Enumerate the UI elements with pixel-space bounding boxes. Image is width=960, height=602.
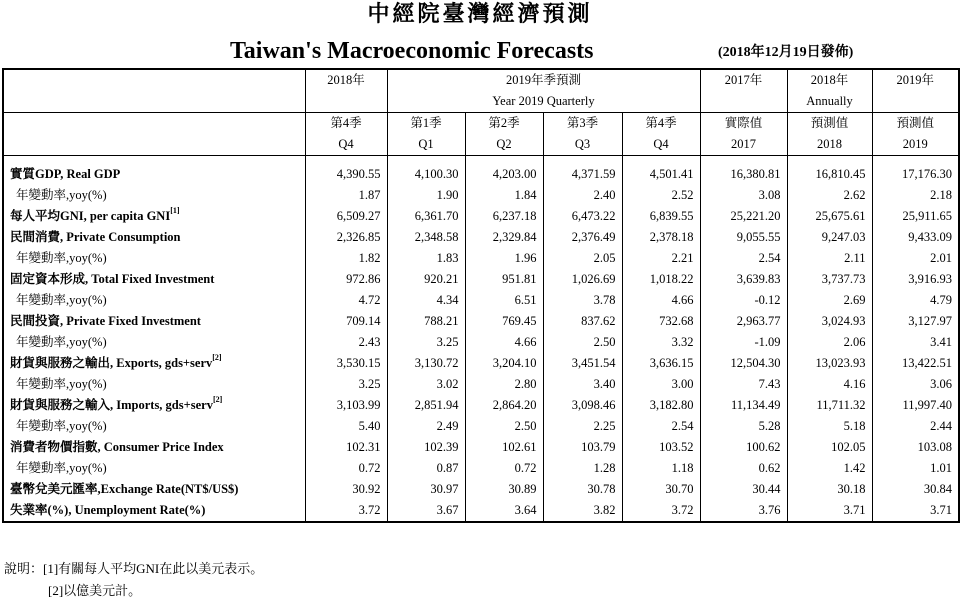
table-cell: 3.72 [305, 500, 387, 522]
table-cell: 769.45 [465, 311, 543, 332]
table-row [3, 164, 959, 185]
table-cell: 3,098.46 [543, 395, 622, 416]
table-cell: 16,810.45 [787, 164, 872, 185]
row-label: 年變動率,yoy(%) [16, 461, 107, 475]
table-cell: 3,639.83 [700, 269, 787, 290]
table-cell: 25,675.61 [787, 206, 872, 227]
table-cell: 4,100.30 [387, 164, 465, 185]
table-cell: 2,851.94 [387, 395, 465, 416]
table-cell: 1.28 [543, 458, 622, 479]
table-cell: 2.69 [787, 290, 872, 311]
table-cell: 5.18 [787, 416, 872, 437]
table-cell: 2.54 [700, 248, 787, 269]
table-cell: 732.68 [622, 311, 700, 332]
table-cell: 13,422.51 [872, 353, 959, 374]
header-row-columns-zh [3, 113, 959, 135]
col-header-en: Q2 [465, 134, 543, 156]
table-row [3, 479, 959, 500]
col-header-zh: 第3季 [543, 113, 622, 135]
row-label: 每人平均GNI, per capita GNI[1] [10, 206, 180, 223]
header-group-2019-quarterly-en: Year 2019 Quarterly [387, 91, 700, 113]
table-cell: 2.40 [543, 185, 622, 206]
table-row [3, 437, 959, 458]
col-header-en: 2017 [700, 134, 787, 156]
table-cell: 25,911.65 [872, 206, 959, 227]
table-cell: 3.25 [387, 332, 465, 353]
table-cell: 4.66 [465, 332, 543, 353]
row-label: 民間消費, Private Consumption [10, 230, 181, 244]
table-cell: 7.43 [700, 374, 787, 395]
table-cell: 3.32 [622, 332, 700, 353]
table-cell: 2.62 [787, 185, 872, 206]
table-cell: 102.39 [387, 437, 465, 458]
table-cell: 3.41 [872, 332, 959, 353]
table-cell: 1.90 [387, 185, 465, 206]
table-cell: 30.89 [465, 479, 543, 500]
table-cell: 2.25 [543, 416, 622, 437]
table-cell: 2,864.20 [465, 395, 543, 416]
table-cell: 4,501.41 [622, 164, 700, 185]
table-cell: 3.71 [787, 500, 872, 522]
row-label: 財貨與服務之輸入, Imports, gds+serv[2] [10, 395, 223, 412]
table-cell: 2.80 [465, 374, 543, 395]
table-cell: 0.62 [700, 458, 787, 479]
table-cell: 4,371.59 [543, 164, 622, 185]
table-body [3, 164, 959, 522]
table-cell: 788.21 [387, 311, 465, 332]
row-label: 年變動率,yoy(%) [16, 293, 107, 307]
table-cell: 3,636.15 [622, 353, 700, 374]
col-header-en: Q1 [387, 134, 465, 156]
table-cell: 2.49 [387, 416, 465, 437]
table-cell: 4.16 [787, 374, 872, 395]
table-cell: 6,839.55 [622, 206, 700, 227]
table-cell: 30.44 [700, 479, 787, 500]
table-cell: 100.62 [700, 437, 787, 458]
table-cell: 4.79 [872, 290, 959, 311]
table-cell: 11,997.40 [872, 395, 959, 416]
table-cell: 2.06 [787, 332, 872, 353]
table-cell: -1.09 [700, 332, 787, 353]
footnotes [4, 558, 263, 602]
table-cell: 1.87 [305, 185, 387, 206]
table-cell: 3.76 [700, 500, 787, 522]
table-cell: 3.00 [622, 374, 700, 395]
table-cell: 4.66 [622, 290, 700, 311]
table-cell: 16,380.81 [700, 164, 787, 185]
header-row-groups-en [3, 91, 959, 113]
table-cell: 3,182.80 [622, 395, 700, 416]
table-cell: 25,221.20 [700, 206, 787, 227]
table-cell: 6.51 [465, 290, 543, 311]
table-cell: 3.72 [622, 500, 700, 522]
table-cell: 920.21 [387, 269, 465, 290]
table-cell: 4,203.00 [465, 164, 543, 185]
row-label: 財貨與服務之輸出, Exports, gds+serv[2] [10, 353, 222, 370]
table-cell: 3.02 [387, 374, 465, 395]
header-blank [3, 69, 305, 91]
col-header-zh: 實際值 [700, 113, 787, 135]
header-group-2019-quarterly: 2019年季預測 [387, 69, 700, 91]
forecast-table [2, 68, 960, 523]
table-cell: 30.84 [872, 479, 959, 500]
table-row [3, 311, 959, 332]
row-label: 年變動率,yoy(%) [16, 377, 107, 391]
col-header-zh: 第1季 [387, 113, 465, 135]
table-cell: 2,329.84 [465, 227, 543, 248]
table-cell: 972.86 [305, 269, 387, 290]
table-cell: 3.25 [305, 374, 387, 395]
table-cell: 3,737.73 [787, 269, 872, 290]
table-cell: 102.31 [305, 437, 387, 458]
col-header-en: 2019 [872, 134, 959, 156]
table-cell: 2.18 [872, 185, 959, 206]
table-cell: 103.79 [543, 437, 622, 458]
table-row [3, 269, 959, 290]
table-cell: 3.06 [872, 374, 959, 395]
table-cell: -0.12 [700, 290, 787, 311]
col-header-zh: 預測值 [787, 113, 872, 135]
header-group-2018: 2018年 [305, 69, 387, 91]
table-cell: 103.08 [872, 437, 959, 458]
table-cell: 2.54 [622, 416, 700, 437]
table-cell: 2,326.85 [305, 227, 387, 248]
table-cell: 3,024.93 [787, 311, 872, 332]
footnote-1: 說明：[1]有關每人平均GNI在此以美元表示。 [4, 561, 264, 576]
table-cell: 951.81 [465, 269, 543, 290]
table-cell: 1.83 [387, 248, 465, 269]
table-cell: 3,127.97 [872, 311, 959, 332]
table-cell: 2.05 [543, 248, 622, 269]
table-cell: 3,916.93 [872, 269, 959, 290]
table-cell: 9,433.09 [872, 227, 959, 248]
table-cell: 0.72 [305, 458, 387, 479]
table-cell: 2.21 [622, 248, 700, 269]
table-cell: 6,473.22 [543, 206, 622, 227]
table-cell: 2,348.58 [387, 227, 465, 248]
row-label: 失業率(%), Unemployment Rate(%) [10, 503, 206, 517]
table-cell: 2,376.49 [543, 227, 622, 248]
table-cell: 103.52 [622, 437, 700, 458]
table-row [3, 248, 959, 269]
table-cell: 709.14 [305, 311, 387, 332]
table-cell: 3,530.15 [305, 353, 387, 374]
row-label: 固定資本形成, Total Fixed Investment [10, 272, 215, 286]
footnote-2: [2]以億美元計。 [48, 583, 142, 598]
table-cell: 2,963.77 [700, 311, 787, 332]
table-cell: 5.40 [305, 416, 387, 437]
table-cell: 1.96 [465, 248, 543, 269]
table-cell: 12,504.30 [700, 353, 787, 374]
table-row [3, 395, 959, 416]
footnote-marker: [1] [170, 206, 180, 215]
col-header-zh: 第4季 [305, 113, 387, 135]
header-row-groups [3, 69, 959, 91]
table-cell: 17,176.30 [872, 164, 959, 185]
row-label: 臺幣兌美元匯率,Exchange Rate(NT$/US$) [10, 482, 239, 496]
col-header-zh: 預測值 [872, 113, 959, 135]
table-cell: 5.28 [700, 416, 787, 437]
table-cell: 1.18 [622, 458, 700, 479]
row-label: 年變動率,yoy(%) [16, 419, 107, 433]
table-cell: 30.78 [543, 479, 622, 500]
table-cell: 2.11 [787, 248, 872, 269]
row-label: 年變動率,yoy(%) [16, 251, 107, 265]
col-header-en: 2018 [787, 134, 872, 156]
col-header-zh: 第4季 [622, 113, 700, 135]
title-english: Taiwan's Macroeconomic Forecasts [230, 38, 594, 64]
table-row [3, 290, 959, 311]
release-date: (2018年12月19日發佈) [718, 45, 854, 60]
table-cell: 3.67 [387, 500, 465, 522]
header-group-2017: 2017年 [700, 69, 787, 91]
table-cell: 30.97 [387, 479, 465, 500]
table-cell: 4.72 [305, 290, 387, 311]
table-cell: 30.70 [622, 479, 700, 500]
table-row [3, 416, 959, 437]
table-row [3, 332, 959, 353]
table-cell: 1,026.69 [543, 269, 622, 290]
table-row [3, 374, 959, 395]
table-cell: 1,018.22 [622, 269, 700, 290]
col-header-en: Q4 [305, 134, 387, 156]
table-row [3, 353, 959, 374]
title-chinese: 中經院臺灣經濟預測 [367, 1, 593, 26]
table-cell: 2.52 [622, 185, 700, 206]
table-cell: 0.72 [465, 458, 543, 479]
table-cell: 4,390.55 [305, 164, 387, 185]
table-cell: 3.82 [543, 500, 622, 522]
table-cell: 2.50 [543, 332, 622, 353]
table-row [3, 206, 959, 227]
table-cell: 11,134.49 [700, 395, 787, 416]
row-label: 年變動率,yoy(%) [16, 188, 107, 202]
table-cell: 11,711.32 [787, 395, 872, 416]
table-cell: 102.61 [465, 437, 543, 458]
table-cell: 3,103.99 [305, 395, 387, 416]
table-row [3, 458, 959, 479]
table-cell: 837.62 [543, 311, 622, 332]
table-cell: 9,055.55 [700, 227, 787, 248]
header-group-2019-annual: 2019年 [872, 69, 959, 91]
col-header-en: Q3 [543, 134, 622, 156]
header-annually: Annually [787, 91, 872, 113]
footnote-marker: [2] [212, 395, 223, 404]
table-cell: 1.84 [465, 185, 543, 206]
table-cell: 13,023.93 [787, 353, 872, 374]
table-cell: 3.40 [543, 374, 622, 395]
table-cell: 3,451.54 [543, 353, 622, 374]
row-label: 民間投資, Private Fixed Investment [10, 314, 201, 328]
row-label: 消費者物價指數, Consumer Price Index [10, 440, 224, 454]
row-label: 實質GDP, Real GDP [10, 167, 121, 181]
table-cell: 2.01 [872, 248, 959, 269]
table-cell: 2,378.18 [622, 227, 700, 248]
table-cell: 3,204.10 [465, 353, 543, 374]
table-cell: 1.01 [872, 458, 959, 479]
table-cell: 3.08 [700, 185, 787, 206]
header-row-columns-en [3, 134, 959, 156]
spacer-row [3, 156, 959, 165]
table-cell: 30.92 [305, 479, 387, 500]
table-cell: 9,247.03 [787, 227, 872, 248]
table-cell: 0.87 [387, 458, 465, 479]
table-cell: 3.78 [543, 290, 622, 311]
table-row [3, 500, 959, 522]
table-cell: 2.43 [305, 332, 387, 353]
col-header-en: Q4 [622, 134, 700, 156]
header-group-2018-annual: 2018年 [787, 69, 872, 91]
table-cell: 6,361.70 [387, 206, 465, 227]
table-cell: 6,509.27 [305, 206, 387, 227]
table-cell: 6,237.18 [465, 206, 543, 227]
table-cell: 3,130.72 [387, 353, 465, 374]
table-cell: 3.71 [872, 500, 959, 522]
table-cell: 3.64 [465, 500, 543, 522]
table-cell: 2.44 [872, 416, 959, 437]
table-cell: 2.50 [465, 416, 543, 437]
col-header-zh: 第2季 [465, 113, 543, 135]
footnote-marker: [2] [212, 353, 222, 362]
table-cell: 30.18 [787, 479, 872, 500]
table-row [3, 227, 959, 248]
table-cell: 102.05 [787, 437, 872, 458]
table-cell: 4.34 [387, 290, 465, 311]
table-cell: 1.42 [787, 458, 872, 479]
row-label: 年變動率,yoy(%) [16, 335, 107, 349]
table-row [3, 185, 959, 206]
table-cell: 1.82 [305, 248, 387, 269]
